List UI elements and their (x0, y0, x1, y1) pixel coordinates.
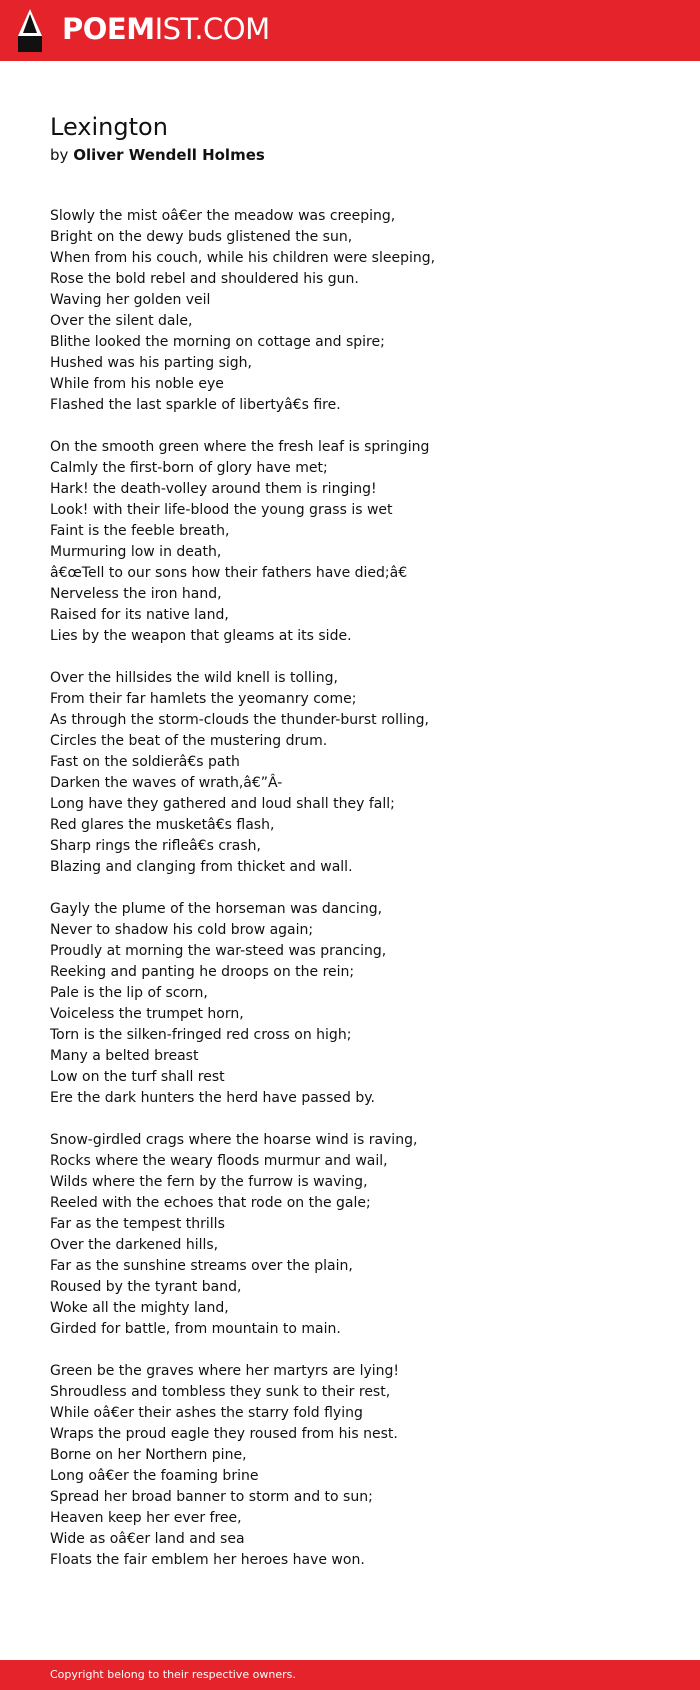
poem-line: Never to shadow his cold brow again; (50, 922, 314, 938)
poem-line: Rose the bold rebel and shouldered his gun. (50, 271, 359, 287)
poem-line: Green be the graves where her martyrs are lying! (50, 1363, 400, 1379)
poem-stanza (50, 668, 670, 878)
poem-line: Ere the dark hunters the herd have passed by. (50, 1090, 375, 1106)
poem-line: From their far hamlets the yeomanry come; (50, 691, 357, 707)
site-header (0, 0, 700, 61)
site-logo[interactable] (62, 11, 270, 47)
poem-line: On the smooth green where the fresh leaf is springing (50, 439, 430, 455)
poem-line: Wraps the proud eagle they roused from his nest. (50, 1426, 398, 1442)
poem-line: When from his couch, while his children were sleeping, (50, 250, 436, 266)
poem-line: Look! with their life-blood the young grass is wet (50, 502, 393, 518)
poem-line: Long have they gathered and loud shall they fall; (50, 796, 395, 812)
poem-line: Blithe looked the morning on cottage and spire; (50, 334, 385, 350)
poem-line: Low on the turf shall rest (50, 1069, 225, 1085)
poem-line: Blazing and clanging from thicket and wall. (50, 859, 353, 875)
logo-bold-text: POEM (62, 12, 155, 46)
site-footer (0, 1660, 700, 1690)
poem-title: Lexington (50, 113, 168, 141)
poem-line: Pale is the lip of scorn, (50, 985, 208, 1001)
poem-line: Snow-girdled crags where the hoarse wind is raving, (50, 1132, 418, 1148)
poem-line: Calmly the first-born of glory have met; (50, 460, 328, 476)
poem-line: Borne on her Northern pine, (50, 1447, 247, 1463)
poem-line: While oâ€er their ashes the starry fold flying (50, 1405, 363, 1421)
author-name: Oliver Wendell Holmes (73, 146, 265, 164)
copyright-text: Copyright belong to their respective owners. (50, 1668, 296, 1681)
poem-stanza (50, 206, 670, 416)
poem-line: Girded for battle, from mountain to main. (50, 1321, 341, 1337)
poem-line: Far as the tempest thrills (50, 1216, 225, 1232)
poem-line: As through the storm-clouds the thunder-burst rolling, (50, 712, 429, 728)
poem-line: Flashed the last sparkle of libertyâ€s fire. (50, 397, 341, 413)
poem-line: Long oâ€er the foaming brine (50, 1468, 259, 1484)
poem-line: Roused by the tyrant band, (50, 1279, 242, 1295)
poem-line: Proudly at morning the war-steed was prancing, (50, 943, 387, 959)
poem-line: Floats the fair emblem her heroes have won. (50, 1552, 365, 1568)
poem-line: Rocks where the weary floods murmur and wail, (50, 1153, 388, 1169)
poem-content (50, 112, 670, 1592)
poem-line: Voiceless the trumpet horn, (50, 1006, 244, 1022)
poem-stanza (50, 1130, 670, 1340)
poem-line: Wide as oâ€er land and sea (50, 1531, 245, 1547)
poem-line: â€œTell to our sons how their fathers have died;â€ (50, 565, 408, 581)
poem-line: Over the darkened hills, (50, 1237, 219, 1253)
poem-line: Gayly the plume of the horseman was dancing, (50, 901, 383, 917)
poem-line: Heaven keep her ever free, (50, 1510, 242, 1526)
poem-line: Spread her broad banner to storm and to sun; (50, 1489, 373, 1505)
poem-stanza (50, 1361, 670, 1571)
poem-body (50, 206, 670, 1571)
poem-stanza (50, 899, 670, 1109)
by-label: by (50, 146, 69, 164)
poem-line: Over the hillsides the wild knell is tolling, (50, 670, 338, 686)
pen-nib-icon[interactable] (18, 9, 42, 52)
poem-line: While from his noble eye (50, 376, 224, 392)
poem-line: Bright on the dewy buds glistened the sun, (50, 229, 353, 245)
poem-line: Far as the sunshine streams over the plain, (50, 1258, 353, 1274)
poem-line: Circles the beat of the mustering drum. (50, 733, 328, 749)
poem-line: Slowly the mist oâ€er the meadow was creeping, (50, 208, 396, 224)
poem-line: Waving her golden veil (50, 292, 211, 308)
poem-line: Woke all the mighty land, (50, 1300, 229, 1316)
poem-line: Lies by the weapon that gleams at its side. (50, 628, 352, 644)
poem-line: Raised for its native land, (50, 607, 229, 623)
poem-line: Darken the waves of wrath,â€”Â- (50, 775, 283, 791)
byline (50, 144, 670, 166)
poem-line: Reeled with the echoes that rode on the gale; (50, 1195, 371, 1211)
poem-line: Hark! the death-volley around them is ringing! (50, 481, 377, 497)
poem-line: Many a belted breast (50, 1048, 199, 1064)
poem-line: Shroudless and tombless they sunk to their rest, (50, 1384, 391, 1400)
poem-stanza (50, 437, 670, 647)
poem-line: Over the silent dale, (50, 313, 193, 329)
poem-line: Reeking and panting he droops on the rein; (50, 964, 355, 980)
poem-line: Torn is the silken-fringed red cross on high; (50, 1027, 352, 1043)
poem-line: Wilds where the fern by the furrow is waving, (50, 1174, 368, 1190)
poem-line: Nerveless the iron hand, (50, 586, 222, 602)
poem-line: Red glares the musketâ€s flash, (50, 817, 275, 833)
poem-line: Faint is the feeble breath, (50, 523, 230, 539)
poem-line: Sharp rings the rifleâ€s crash, (50, 838, 261, 854)
poem-line: Fast on the soldierâ€s path (50, 754, 240, 770)
poem-line: Murmuring low in death, (50, 544, 222, 560)
logo-light-text: IST.COM (154, 12, 270, 46)
poem-line: Hushed was his parting sigh, (50, 355, 253, 371)
